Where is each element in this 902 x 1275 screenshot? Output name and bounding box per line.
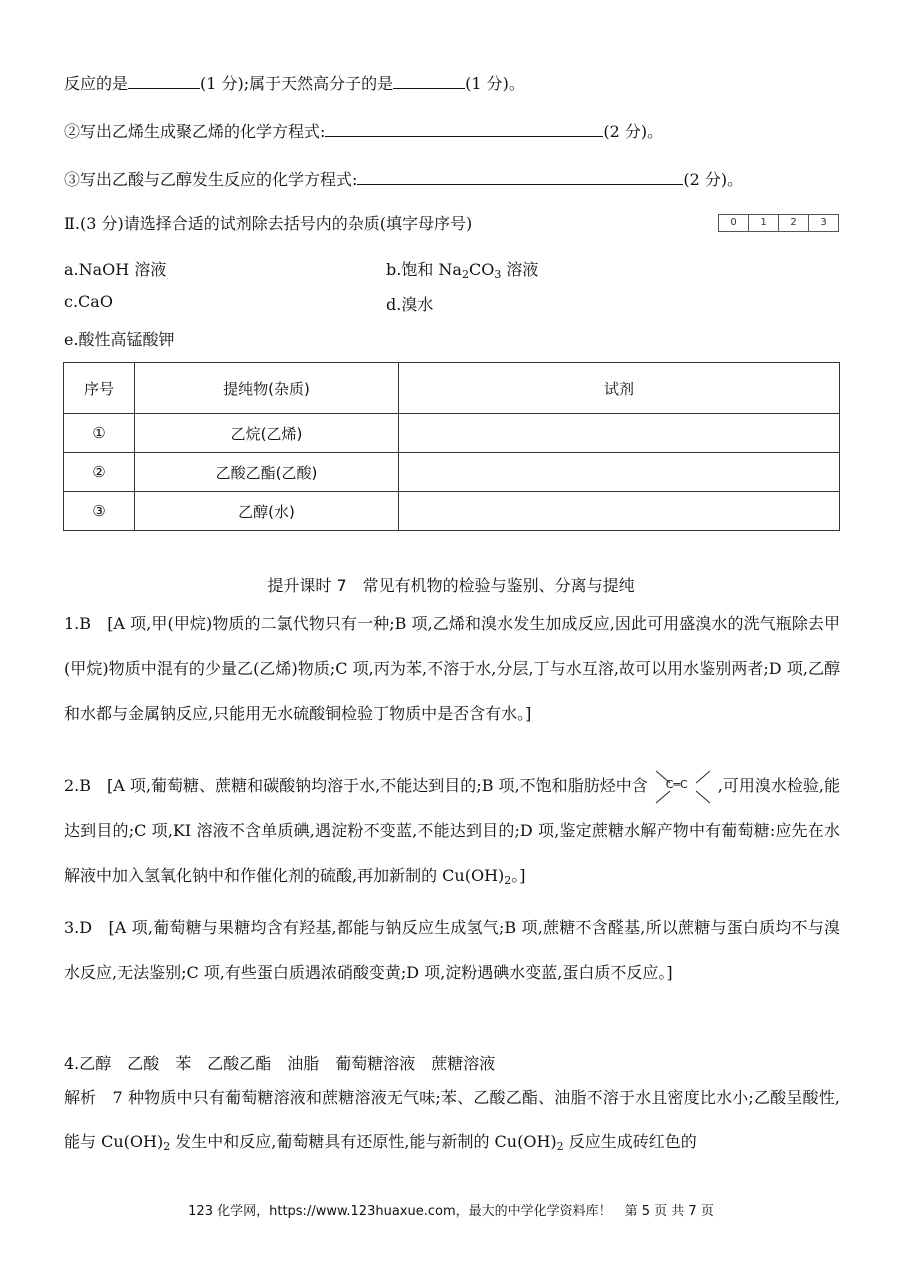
row-reagent-input[interactable] — [399, 414, 840, 453]
score-box-cell[interactable]: 1 — [749, 215, 779, 231]
q2-line2-text-a: ②写出乙烯生成聚乙烯的化学方程式: — [64, 122, 326, 141]
answer-2-end: 。] — [511, 866, 526, 885]
score-box-cell[interactable]: 2 — [779, 215, 809, 231]
option-e: e.酸性高锰酸钾 — [64, 330, 175, 349]
row-no: ③ — [64, 492, 135, 531]
option-d: d.溴水 — [386, 295, 434, 314]
row-item: 乙烷(乙烯) — [135, 414, 399, 453]
row-item: 乙酸乙酯(乙酸) — [135, 453, 399, 492]
table-row — [64, 453, 840, 492]
purification-table — [63, 362, 840, 531]
row-no: ② — [64, 453, 135, 492]
q2-line2-text-b: (2 分)。 — [603, 122, 664, 141]
double-bond-structure — [652, 777, 714, 797]
row-reagent-input[interactable] — [399, 453, 840, 492]
answer-4: 4.乙醇 乙酸 苯 乙酸乙酯 油脂 葡萄糖溶液 蔗糖溶液 — [64, 1054, 496, 1073]
header-reagent: 试剂 — [399, 363, 840, 414]
q2-line3 — [64, 168, 743, 190]
table-row — [64, 492, 840, 531]
row-reagent-input[interactable] — [399, 492, 840, 531]
option-b-pre: b.饱和 Na — [386, 260, 462, 279]
answer-blank[interactable] — [128, 72, 200, 89]
q2-line1-text-a: 反应的是 — [64, 74, 129, 93]
answers-heading: 提升课时 7 常见有机物的检验与鉴别、分离与提纯 — [267, 576, 635, 595]
answer-2-sub: 2 — [504, 874, 512, 887]
q2-line1 — [64, 72, 525, 94]
answer-1-text: 1.B [A 项,甲(甲烷)物质的二氯代物只有一种;B 项,乙烯和溴水发生加成反应,因此可用盛溴水的洗气瓶除去甲(甲烷)物质中混有的少量乙(乙烯)物质;C 项,丙为苯,不溶于水,分层,丁与水互溶,故可以用水鉴别两者;D 项,乙醇和水都与金属钠反应,只能用无水硫酸铜检验丁物质中是否含有水。] — [64, 614, 840, 723]
explanation — [64, 1076, 840, 1169]
answer-2-pre: 2.B [A 项,葡萄糖、蔗糖和碳酸钠均溶于水,不能达到目的;B 项,不饱和脂肪烃中含 — [64, 776, 648, 795]
q2-line1-text-c: (1 分)。 — [465, 74, 525, 93]
q2-line3-text-a: ③写出乙酸与乙醇发生反应的化学方程式: — [64, 170, 358, 189]
answer-3 — [64, 905, 840, 995]
score-box-cell[interactable]: 0 — [719, 215, 749, 231]
explanation-end: 反应生成砖红色的 — [563, 1132, 697, 1151]
answer-2 — [64, 763, 840, 903]
answer-blank[interactable] — [357, 168, 683, 185]
option-b-sub: 2 — [461, 268, 469, 281]
explanation-mid: 发生中和反应,葡萄糖具有还原性,能与新制的 Cu(OH) — [170, 1132, 557, 1151]
option-b — [386, 257, 538, 281]
q2-line3-text-b: (2 分)。 — [683, 170, 744, 189]
option-b-sub: 3 — [494, 268, 502, 281]
part2-title: Ⅱ.(3 分)请选择合适的试剂除去括号内的杂质(填字母序号) — [64, 214, 473, 233]
score-box — [718, 214, 839, 232]
explanation-sub: 2 — [163, 1140, 171, 1153]
score-box-cell[interactable]: 3 — [809, 215, 839, 231]
page-footer: 123 化学网，https://www.123huaxue.com，最大的中学化学资料库！ 第 5 页 共 7 页 — [188, 1204, 714, 1219]
row-no: ① — [64, 414, 135, 453]
option-a: a.NaOH 溶液 — [64, 260, 167, 279]
option-c: c.CaO — [64, 292, 113, 311]
answer-3-text: 3.D [A 项,葡萄糖与果糖均含有羟基,都能与钠反应生成氢气;B 项,蔗糖不含醛基,所以蔗糖与蛋白质均不与溴水反应,无法鉴别;C 项,有些蛋白质遇浓硝酸变黄;D 项,淀粉遇碘水变蓝,蛋白质不反应。] — [64, 918, 840, 982]
option-b-mid: CO — [468, 260, 495, 279]
q2-line1-text-b: (1 分);属于天然高分子的是 — [200, 74, 394, 93]
explanation-pre: 解析 7 种物质中只有葡萄糖溶液和蔗糖溶液无气味;苯、乙酸乙酯、油脂不溶于水且密度比水小;乙酸呈酸性,能与 Cu(OH) — [64, 1088, 840, 1151]
answer-2-mid: ,可用溴水检验,能达到目的;C 项,KI 溶液不含单质碘,遇淀粉不变蓝,不能达到目的;D 项,鉴定蔗糖水解产物中有葡萄糖:应先在水解液中加入氢氧化钠中和作催化剂的硫酸,再加新制的 Cu(OH) — [64, 776, 840, 885]
q2-line2 — [64, 120, 663, 142]
explanation-text — [64, 1076, 840, 1169]
header-item: 提纯物(杂质) — [135, 363, 399, 414]
double-bond-label: C═C — [665, 777, 688, 791]
row-item: 乙醇(水) — [135, 492, 399, 531]
header-no: 序号 — [64, 363, 135, 414]
answer-2-text — [64, 763, 840, 903]
table-row — [64, 414, 840, 453]
answer-1 — [64, 601, 840, 736]
answer-blank[interactable] — [393, 72, 465, 89]
answer-blank[interactable] — [325, 120, 603, 137]
option-b-post: 溶液 — [501, 260, 539, 279]
explanation-sub: 2 — [556, 1140, 564, 1153]
table-header-row — [64, 363, 840, 414]
